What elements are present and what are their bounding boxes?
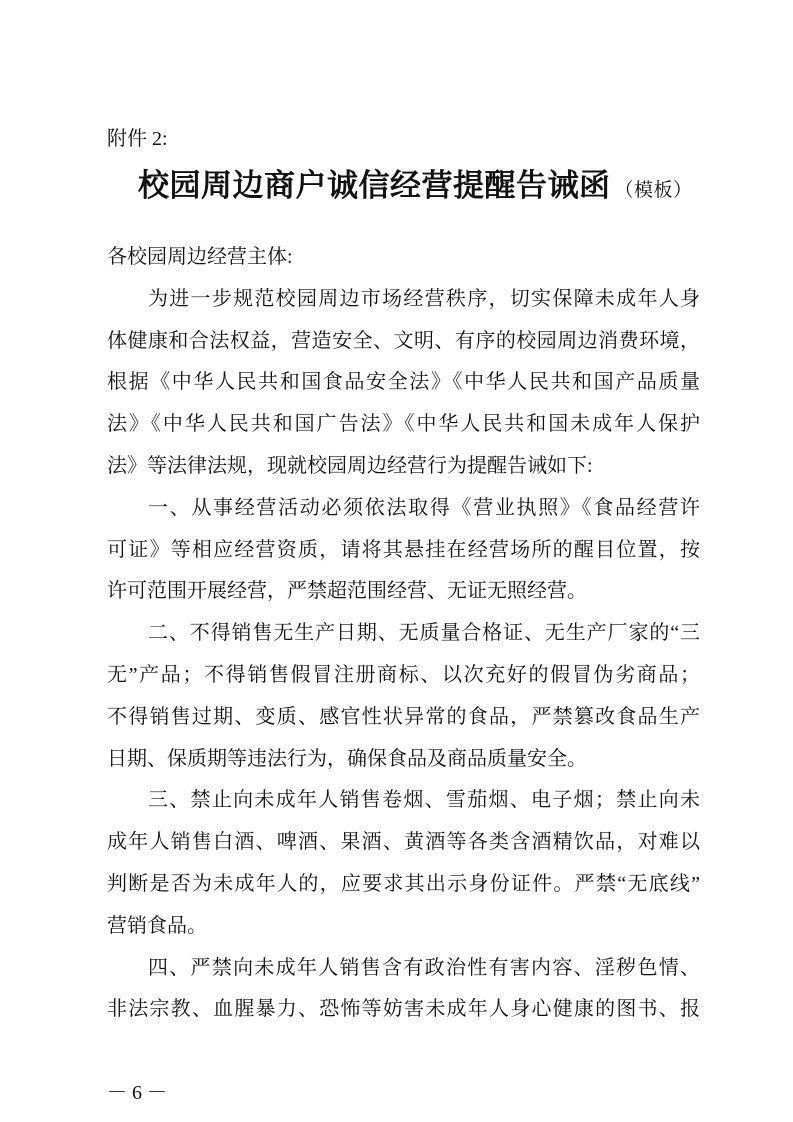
text-line: 一、从事经营活动必须依法取得《营业执照》《食品经营许 <box>148 496 700 519</box>
text-line: 根据《中华人民共和国食品安全法》《中华人民共和国产品质量 <box>107 371 700 394</box>
title-sub: （模板） <box>614 180 693 201</box>
letter-body <box>107 237 700 1031</box>
text-line: 许可范围开展经营，严禁超范围经营、无证无照经营。 <box>107 580 587 603</box>
text-line: 各校园周边经营主体: <box>107 246 293 268</box>
page-number: － 6 － <box>107 1082 167 1104</box>
text-line: 四、严禁向未成年人销售含有政治性有害内容、淫秽色情、 <box>148 956 700 979</box>
text-line: 成年人销售白酒、啤酒、果酒、黄酒等各类含酒精饮品，对难以 <box>107 831 700 854</box>
text-line: 为进一步规范校园周边市场经营秩序，切实保障未成年人身 <box>148 287 700 310</box>
document-title <box>138 160 693 205</box>
text-line: 二、不得销售无生产日期、无质量合格证、无生产厂家的“三 <box>148 622 700 645</box>
text-line: 可证》等相应经营资质，请将其悬挂在经营场所的醒目位置，按 <box>107 538 700 561</box>
text-line: 营销食品。 <box>107 914 207 937</box>
title-main: 校园周边商户诚信经营提醒告诫函 <box>138 168 611 203</box>
text-line: 体健康和合法权益，营造安全、文明、有序的校园周边消费环境， <box>107 329 700 352</box>
text-line: 不得销售过期、变质、感官性状异常的食品，严禁篡改食品生产 <box>107 705 700 728</box>
text-line: 非法宗教、血腥暴力、恐怖等妨害未成年人身心健康的图书、报 <box>107 998 700 1021</box>
text-line: 日期、保质期等违法行为，确保食品及商品质量安全。 <box>107 747 587 770</box>
text-line: 法》等法律法规，现就校园周边经营行为提醒告诫如下: <box>107 454 593 477</box>
text-line: 无”产品；不得销售假冒注册商标、以次充好的假冒伪劣商品； <box>107 663 700 686</box>
text-line: 三、禁止向未成年人销售卷烟、雪茄烟、电子烟；禁止向未 <box>148 789 700 812</box>
text-line: 法》《中华人民共和国广告法》《中华人民共和国未成年人保护 <box>107 413 700 436</box>
attachment-label: 附件 2: <box>107 128 168 150</box>
text-line: 判断是否为未成年人的，应要求其出示身份证件。严禁“无底线” <box>107 872 700 895</box>
